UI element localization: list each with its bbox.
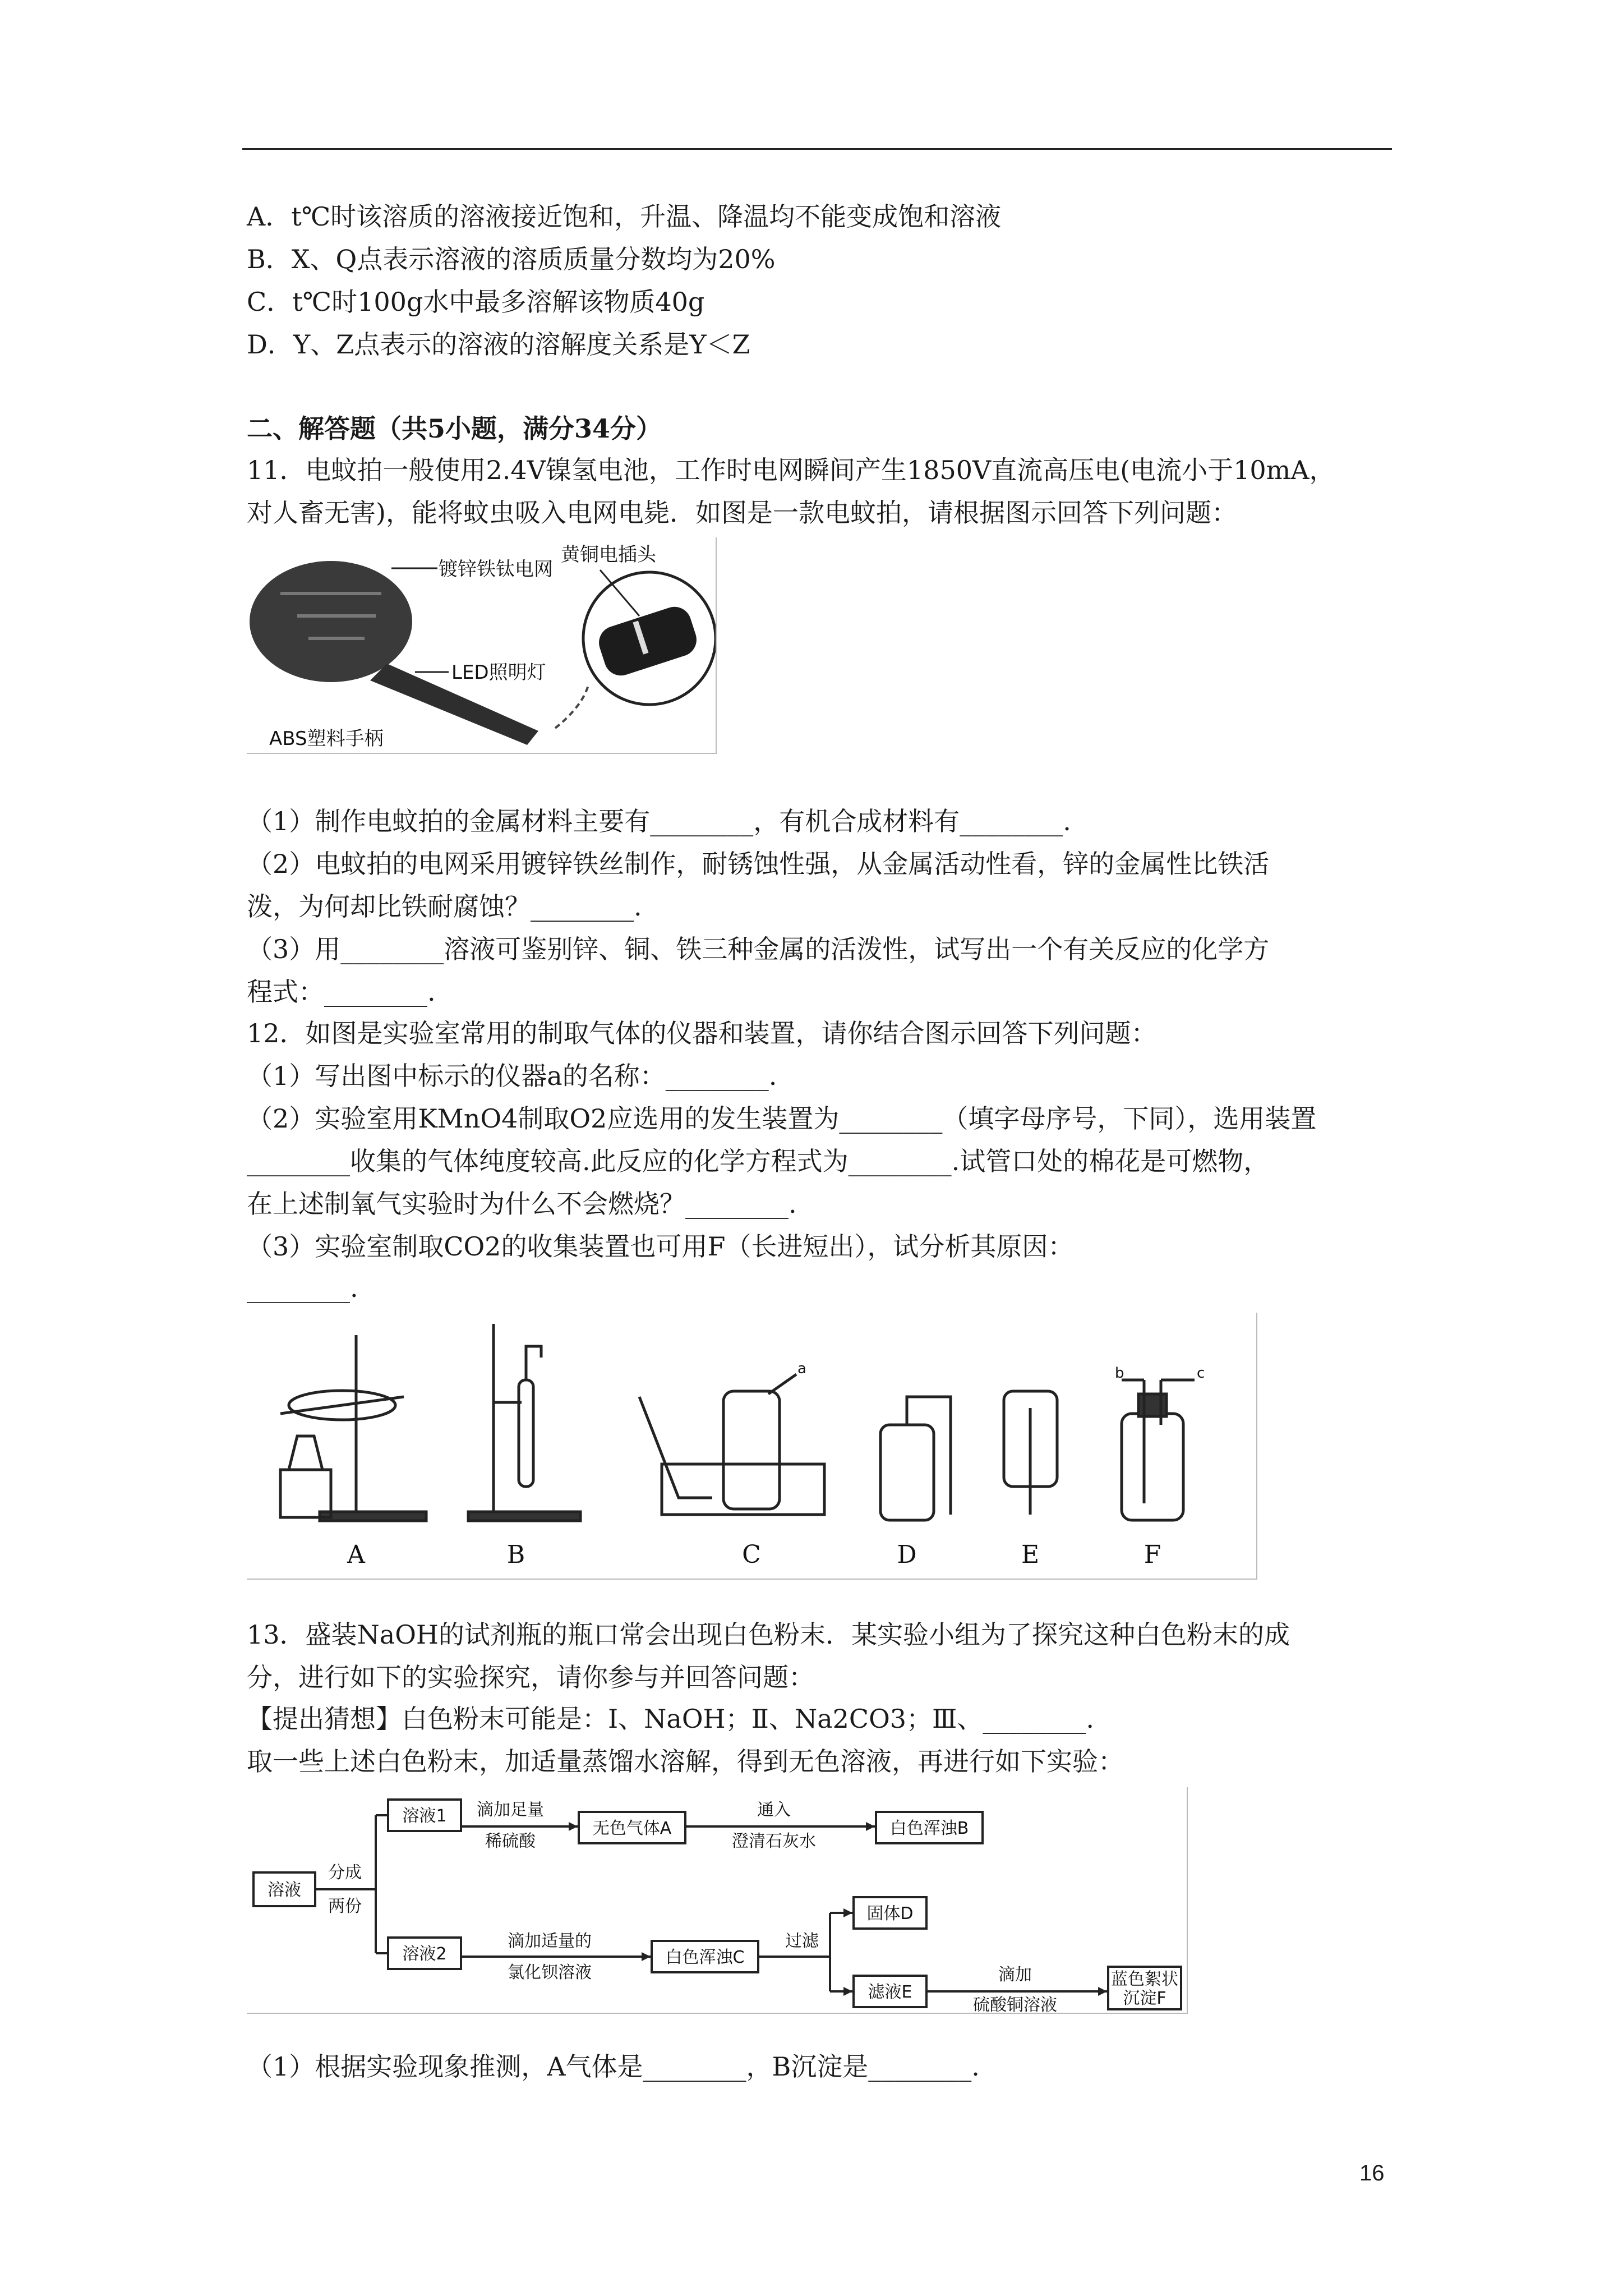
q13-line2: 分，进行如下的实验探究，请你参与并回答问题： xyxy=(247,1662,814,1692)
mark-b: b xyxy=(1115,1365,1124,1382)
text-a2-2: 澄清石灰水 xyxy=(732,1832,816,1851)
q12-2-line3: 在上述制氧气实验时为什么不会燃烧？________. xyxy=(247,1189,797,1219)
apparatus-b xyxy=(468,1324,580,1521)
q12-stem: 12．如图是实验室常用的制取气体的仪器和装置，请你结合图示回答下列问题： xyxy=(247,1018,1157,1048)
label-d: D xyxy=(897,1540,917,1569)
text-a1-1: 滴加足量 xyxy=(477,1800,544,1820)
apparatus-f xyxy=(1122,1380,1195,1520)
page-number: 16 xyxy=(1359,2161,1385,2185)
option-a: A．t℃时该溶质的溶液接近饱和，升温、降温均不能变成饱和溶液 xyxy=(247,201,1002,232)
text-split-2: 两份 xyxy=(328,1897,362,1916)
q12-2-line2: ________收集的气体纯度较高.此反应的化学方程式为________.试管口处的棉花是可燃物， xyxy=(247,1146,1270,1176)
text-prec-c: 白色浑浊C xyxy=(665,1948,745,1967)
option-c: C．t℃时100g水中最多溶解该物质40g xyxy=(247,287,705,317)
section-heading: 二、解答题（共5小题，满分34分） xyxy=(247,413,662,444)
label-c: C xyxy=(742,1540,761,1569)
label-e: E xyxy=(1021,1540,1040,1569)
q13-line1: 13．盛装NaOH的试剂瓶的瓶口常会出现白色粉末．某实验小组为了探究这种白色粉末的成 xyxy=(247,1619,1290,1650)
apparatus-c xyxy=(639,1374,824,1515)
experiment-flowchart xyxy=(247,1787,1188,2014)
zoom-arrow xyxy=(555,683,589,728)
q11-2-line2: 泼，为何却比铁耐腐蚀？________. xyxy=(247,891,642,922)
label-b: B xyxy=(506,1540,525,1569)
label-handle: ABS塑料手柄 xyxy=(269,728,384,750)
q11-2-line1: （2）电蚊拍的电网采用镀锌铁丝制作，耐锈蚀性强，从金属活动性看，锌的金属性比铁活 xyxy=(247,849,1270,879)
q11-3-line2: 程式：________. xyxy=(247,977,436,1007)
mosquito-swatter-figure xyxy=(247,537,717,754)
text-a4-1: 滴加 xyxy=(998,1965,1032,1985)
mark-c: c xyxy=(1197,1365,1205,1382)
text-start: 溶液 xyxy=(268,1880,301,1900)
q13-1: （1）根据实验现象推测，A气体是________，B沉淀是________. xyxy=(247,2051,980,2082)
text-a3-1: 滴加适量的 xyxy=(508,1931,592,1951)
text-prec-f-2: 沉淀F xyxy=(1123,1989,1166,2008)
q12-1: （1）写出图中标示的仪器a的名称：________. xyxy=(247,1061,777,1091)
text-split-1: 分成 xyxy=(328,1863,362,1883)
label-f: F xyxy=(1144,1540,1161,1569)
text-filter: 过滤 xyxy=(785,1931,819,1951)
label-net: 镀锌铁钛电网 xyxy=(439,558,553,581)
text-gas-a: 无色气体A xyxy=(592,1819,672,1838)
q12-3-blank: ________. xyxy=(247,1273,358,1303)
apparatus-figure xyxy=(247,1313,1257,1580)
text-s1: 溶液1 xyxy=(402,1806,447,1826)
label-plug: 黄铜电插头 xyxy=(561,544,656,566)
text-solid-d: 固体D xyxy=(866,1904,914,1924)
q11-3-line1: （3）用________溶液可鉴别锌、铜、铁三种金属的活泼性，试写出一个有关反应的化学方 xyxy=(247,934,1270,964)
q13-procedure: 取一些上述白色粉末，加适量蒸馏水溶解，得到无色溶液，再进行如下实验： xyxy=(247,1746,1124,1777)
apparatus-d xyxy=(880,1397,951,1520)
q11-line1: 11．电蚊拍一般使用2.4V镍氢电池，工作时电网瞬间产生1850V直流高压电(电流小于10mA， xyxy=(247,455,1335,485)
label-a: A xyxy=(347,1540,365,1569)
option-b: B．X、Q点表示溶液的溶质质量分数均为20% xyxy=(247,244,776,274)
apparatus-a xyxy=(280,1335,426,1521)
header-rule xyxy=(242,148,1392,150)
apparatus-e xyxy=(1004,1391,1057,1515)
text-s2: 溶液2 xyxy=(402,1944,447,1964)
text-a1-2: 稀硫酸 xyxy=(485,1832,536,1851)
text-prec-f-1: 蓝色絮状 xyxy=(1111,1970,1178,1989)
swatter-net xyxy=(250,561,412,682)
label-led: LED照明灯 xyxy=(451,661,546,684)
mark-a: a xyxy=(797,1360,806,1377)
option-d: D．Y、Z点表示的溶液的溶解度关系是Y＜Z xyxy=(247,329,750,360)
text-filt-e: 滤液E xyxy=(868,1982,912,2002)
q12-2-line1: （2）实验室用KMnO4制取O2应选用的发生装置为________（填字母序号，下同），选用装置 xyxy=(247,1103,1317,1134)
q11-1: （1）制作电蚊拍的金属材料主要有________，有机合成材料有________. xyxy=(247,806,1071,836)
q11-line2: 对人畜无害)，能将蚊虫吸入电网电毙．如图是一款电蚊拍，请根据图示回答下列问题： xyxy=(247,498,1237,528)
text-prec-b: 白色浑浊B xyxy=(889,1819,969,1838)
text-a2-1: 通入 xyxy=(757,1800,791,1820)
q13-hypothesis: 【提出猜想】白色粉末可能是：Ⅰ、NaOH；Ⅱ、Na2CO3；Ⅲ、________. xyxy=(247,1704,1095,1734)
text-a4-2: 硫酸铜溶液 xyxy=(973,1995,1057,2014)
q12-3: （3）实验室制取CO2的收集装置也可用F（长进短出），试分析其原因： xyxy=(247,1231,1074,1262)
text-a3-2: 氯化钡溶液 xyxy=(508,1963,592,1982)
